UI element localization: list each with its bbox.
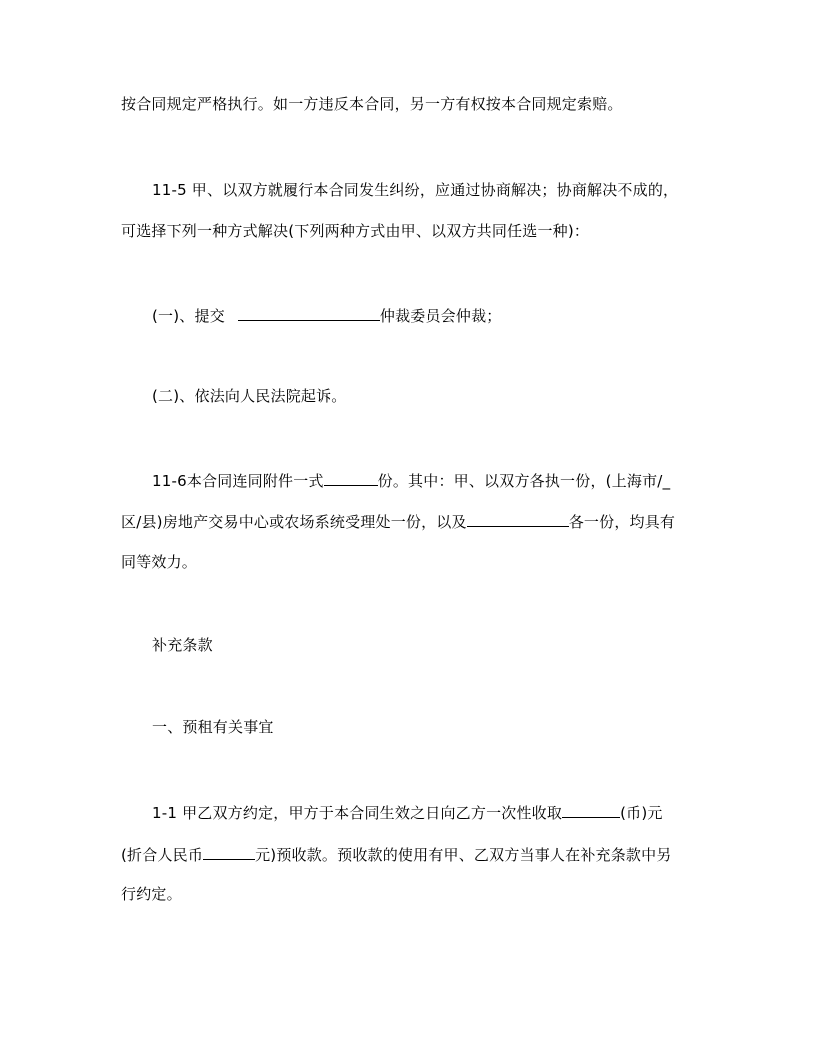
clause-11-6-line-3: 同等效力。 <box>121 553 198 571</box>
clause-11-6-line-2 <box>121 510 675 532</box>
clause-1-1-prefix: 1-1 甲乙双方约定，甲方于本合同生效之日向乙方一次性收取 <box>152 804 563 822</box>
copies-count-blank[interactable] <box>324 469 378 486</box>
arbitration-committee-blank[interactable] <box>238 304 380 321</box>
clause-11-5-line-2: 可选择下列一种方式解决(下列两种方式由甲、以双方共同任选一种)： <box>121 222 590 240</box>
clause-1-1-line-1 <box>152 801 663 823</box>
option-arbitration-prefix: (一)、提交 <box>152 307 225 325</box>
paragraph-compensation: 按合同规定严格执行。如一方违反本合同，另一方有权按本合同规定索赔。 <box>121 95 623 113</box>
heading-prerent-matters: 一、预租有关事宜 <box>152 718 274 736</box>
clause-11-6-suffix: 份。其中：甲、以双方各执一份，(上海市/_ <box>377 472 671 490</box>
clause-11-5-line-1: 11-5 甲、以双方就履行本合同发生纠纷，应通过协商解决；协商解决不成的， <box>152 181 679 199</box>
clause-1-1-line-2 <box>121 843 672 865</box>
clause-1-1-suffix: (币)元 <box>620 804 663 822</box>
clause-1-1-line-2-suffix: 元)预收款。预收款的使用有甲、乙双方当事人在补充条款中另 <box>255 846 672 864</box>
other-parties-blank[interactable] <box>467 510 569 527</box>
currency-amount-blank[interactable] <box>562 801 620 818</box>
option-arbitration <box>152 304 501 326</box>
clause-11-6-line-2-suffix: 各一份，均具有 <box>568 513 676 531</box>
option-litigation: (二)、依法向人民法院起诉。 <box>152 387 347 405</box>
clause-1-1-line-3: 行约定。 <box>121 885 182 903</box>
heading-supplementary-terms: 补充条款 <box>152 636 213 654</box>
rmb-amount-blank[interactable] <box>203 843 255 860</box>
clause-11-6-line-2-prefix: 区/县)房地产交易中心或农场系统受理处一份，以及 <box>121 513 467 531</box>
clause-1-1-line-2-prefix: (折合人民币 <box>121 846 204 864</box>
option-arbitration-suffix: 仲裁委员会仲裁； <box>379 307 502 325</box>
clause-11-6-line-1 <box>152 469 670 491</box>
clause-11-6-prefix: 11-6本合同连同附件一式 <box>152 472 324 490</box>
